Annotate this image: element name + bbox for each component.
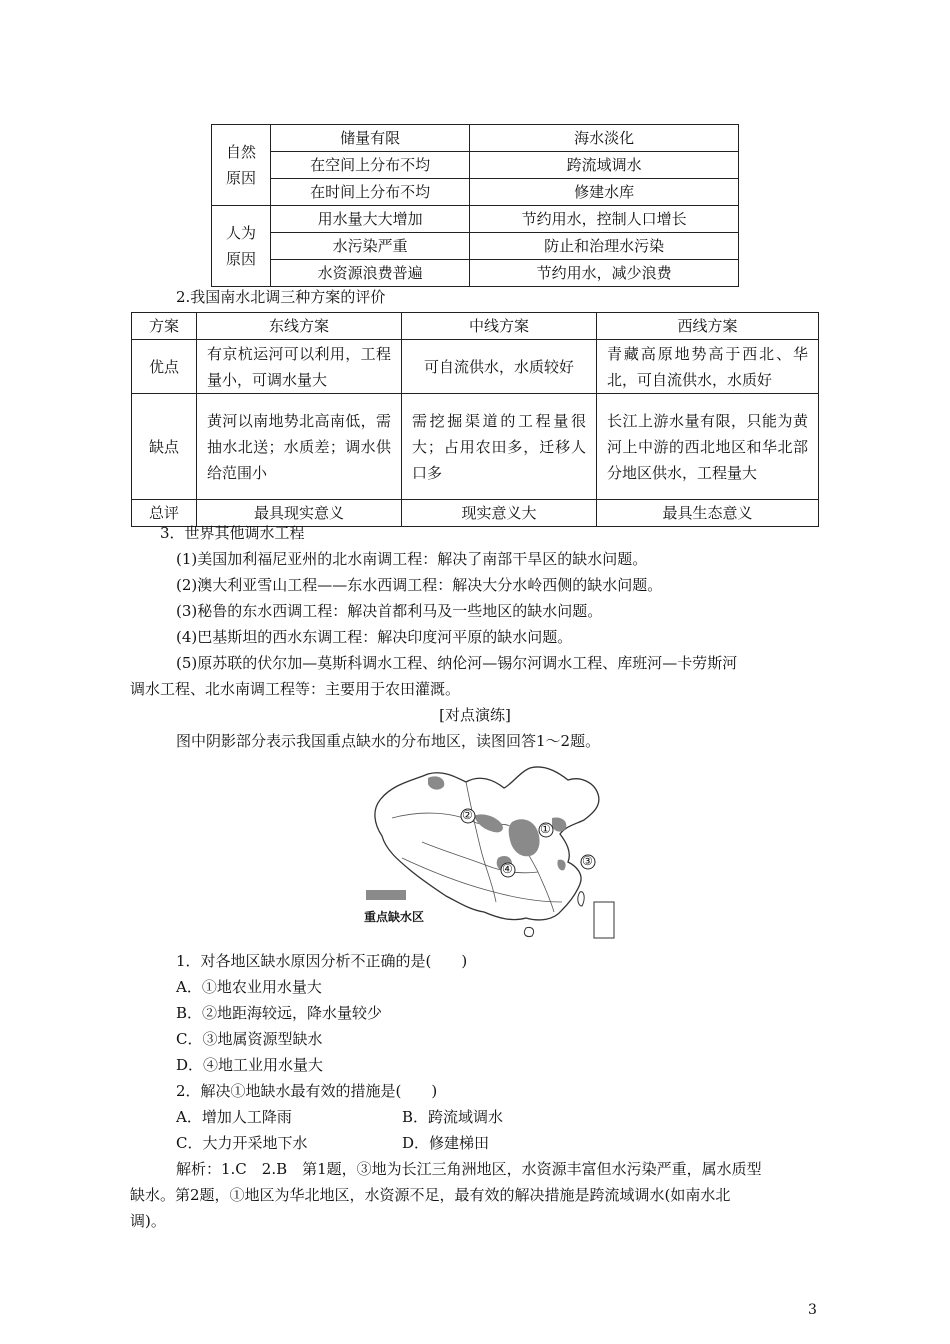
measure-cell: 海水淡化 [470,125,739,152]
group-label-line: 人为 [225,224,256,242]
row-label: 总评 [132,500,197,527]
shortage-area-1 [509,819,540,856]
shortage-area-nw [428,776,444,789]
table-header-row [132,313,819,340]
table-row [212,179,739,206]
list-item: (3)秘鲁的东水西调工程：解决首都利马及一些地区的缺水问题。 [176,602,603,620]
west-cell: 长江上游水量有限，只能为黄河上中游的西北地区和华北部分地区供水，工程量大 [597,394,819,500]
south-north-water-plan-table [131,312,819,527]
list-item: (2)澳大利亚雪山工程——东水西调工程：解决大分水岭西侧的缺水问题。 [176,576,663,594]
cause-cell: 在空间上分布不均 [271,152,470,179]
section-2-title: 2.我国南水北调三种方案的评价 [176,288,386,306]
measure-cell: 防止和治理水污染 [470,233,739,260]
table-row [212,260,739,287]
question-2-option: C．大力开采地下水 [176,1134,308,1152]
question-2-option: D．修建梯田 [402,1134,490,1152]
china-water-shortage-map [362,762,618,942]
west-cell: 青藏高原地势高于西北、华北，可自流供水，水质好 [597,340,819,394]
middle-cell: 需挖掘渠道的工程量很大；占用农田多，迁移人口多 [402,394,597,500]
island-taiwan [578,892,584,906]
east-cell: 有京杭运河可以利用，工程量小，可调水量大 [197,340,402,394]
table-row [212,233,739,260]
table-row [212,125,739,152]
legend-swatch [366,890,406,900]
east-cell: 黄河以南地势北高南低，需抽水北送；水质差；调水供给范围小 [197,394,402,500]
cause-cell: 在时间上分布不均 [271,179,470,206]
middle-cell: 现实意义大 [402,500,597,527]
list-item: (1)美国加利福尼亚州的北水南调工程：解决了南部干旱区的缺水问题。 [176,550,648,568]
question-1-option: A．①地农业用水量大 [176,978,322,996]
list-item-continued: 调水工程、北水南调工程等：主要用于农田灌溉。 [130,680,461,698]
question-1-option: C．③地属资源型缺水 [176,1030,323,1048]
practice-heading: [对点演练] [439,706,511,724]
header-cell: 东线方案 [197,313,402,340]
question-2-option: A．增加人工降雨 [176,1108,292,1126]
west-cell: 最具生态意义 [597,500,819,527]
header-cell: 方案 [132,313,197,340]
group-cell [212,206,271,287]
row-label: 缺点 [132,394,197,500]
cause-cell: 储量有限 [271,125,470,152]
internal-boundary [466,782,496,902]
analysis-line: 缺水。第2题，①地区为华北地区，水资源不足，最有效的解决措施是跨流域调水(如南水北 [130,1186,731,1204]
shortage-area-1b [552,817,566,831]
marker-3: ③ [582,854,593,868]
cause-cell: 用水量大大增加 [271,206,470,233]
section-3-title: 3．世界其他调水工程 [160,524,305,542]
group-label-line: 自然 [225,143,256,161]
south-sea-inset [594,902,614,938]
row-label: 优点 [132,340,197,394]
east-cell: 最具现实意义 [197,500,402,527]
list-item: (5)原苏联的伏尔加—莫斯科调水工程、纳伦河—锡尔河调水工程、库班河—卡劳斯河 [176,654,738,672]
measure-cell: 节约用水，控制人口增长 [470,206,739,233]
table-row [132,340,819,394]
internal-boundary [402,858,562,902]
question-1-option: B．②地距海较远，降水量较少 [176,1004,383,1022]
measure-cell: 跨流域调水 [470,152,739,179]
measure-cell: 修建水库 [470,179,739,206]
cause-cell: 水资源浪费普遍 [271,260,470,287]
shortage-area-3 [557,860,565,871]
group-cell [212,125,271,206]
china-outline [375,767,599,920]
header-cell: 西线方案 [597,313,819,340]
practice-intro: 图中阴影部分表示我国重点缺水的分布地区，读图回答1～2题。 [176,732,601,750]
measure-cell: 节约用水，减少浪费 [470,260,739,287]
analysis-line: 解析：1.C 2.B 第1题，③地为长江三角洲地区，水资源丰富但水污染严重，属水质型 [176,1160,762,1178]
island-hainan [524,927,533,936]
analysis-line: 调)。 [130,1212,166,1230]
middle-cell: 可自流供水，水质较好 [402,340,597,394]
marker-1: ① [540,822,551,836]
group-label-line: 原因 [225,250,256,268]
question-1-option: D．④地工业用水量大 [176,1056,324,1074]
question-1-stem: 1．对各地区缺水原因分析不正确的是( ) [176,952,468,970]
header-cell: 中线方案 [402,313,597,340]
question-2-option: B．跨流域调水 [402,1108,504,1126]
list-item: (4)巴基斯坦的西水东调工程：解决印度河平原的缺水问题。 [176,628,573,646]
marker-4: ④ [502,862,513,876]
cause-cell: 水污染严重 [271,233,470,260]
water-shortage-cause-table [211,124,739,287]
marker-2: ② [462,808,473,822]
table-row [212,206,739,233]
table-row [132,394,819,500]
question-2-stem: 2．解决①地缺水最有效的措施是( ) [176,1082,438,1100]
page-number: 3 [808,1302,817,1318]
legend-label: 重点缺水区 [364,910,425,924]
table-row [212,152,739,179]
group-label-line: 原因 [225,169,256,187]
